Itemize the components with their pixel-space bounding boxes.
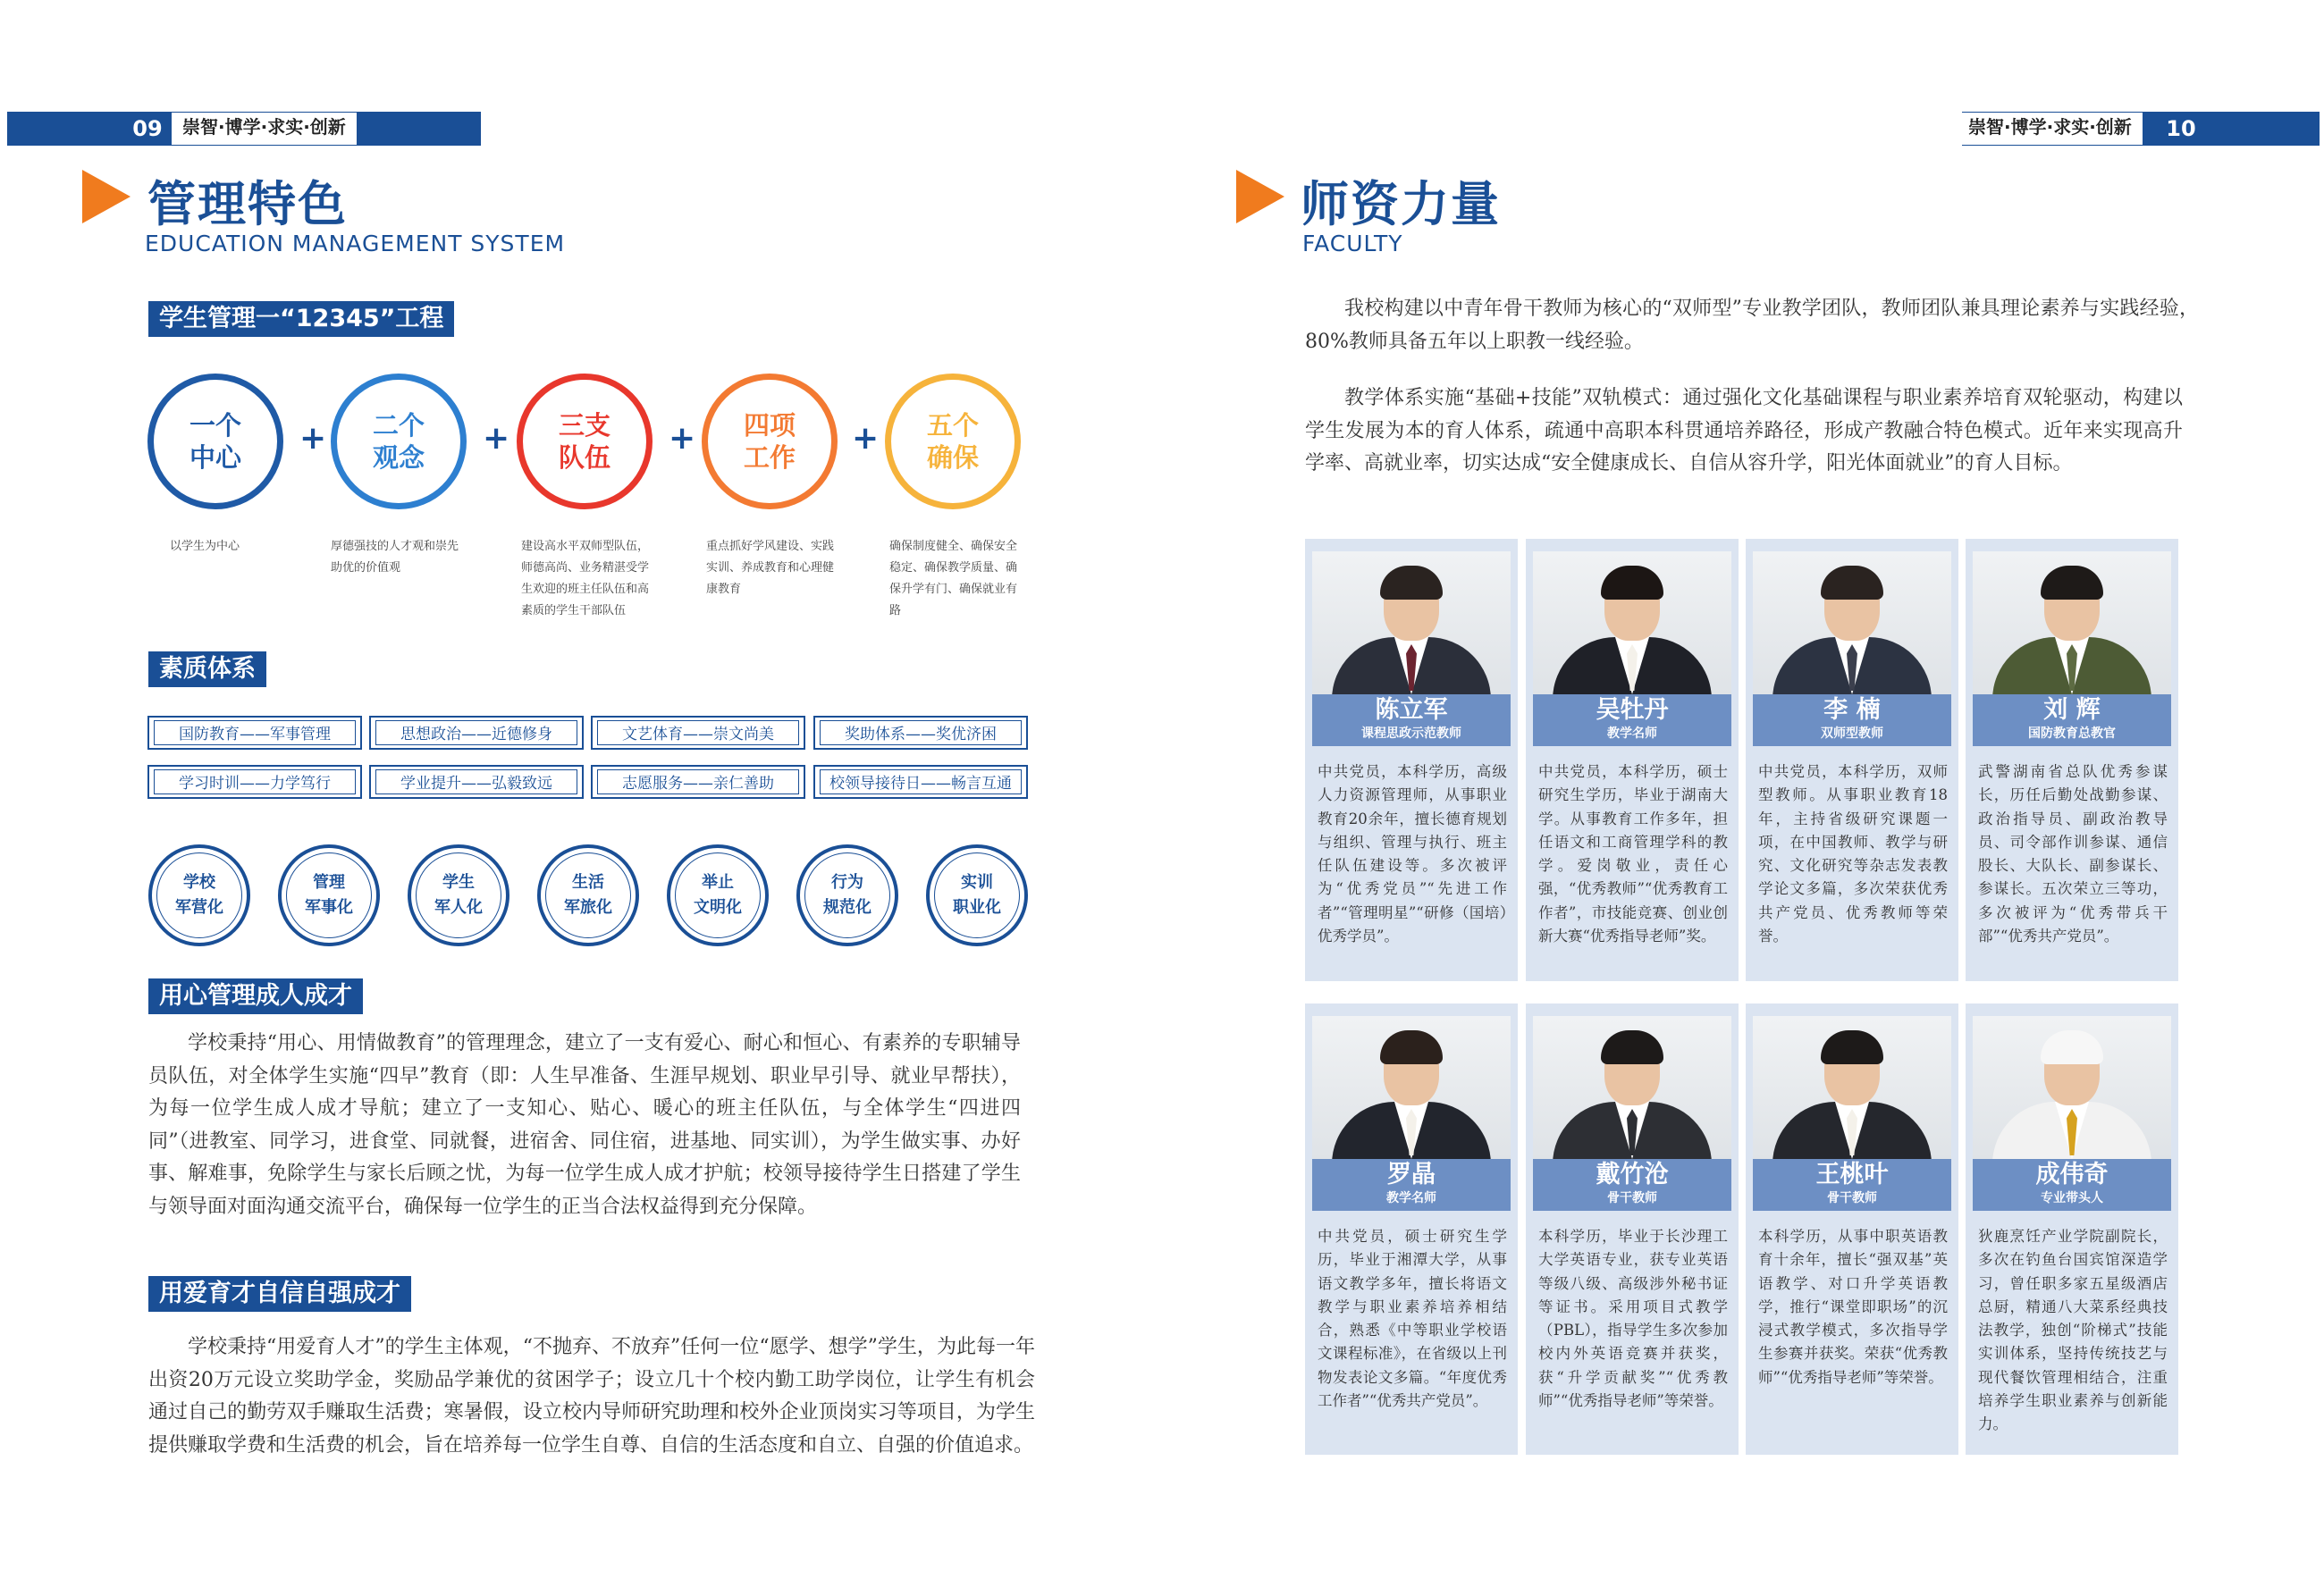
teacher-role: 骨干教师 bbox=[1607, 1191, 1657, 1205]
quality-box-label: 文艺体育——崇文尚美 bbox=[597, 720, 799, 745]
quality-box bbox=[813, 716, 1028, 750]
right-header-motto: 崇智·博学·求实·创新 bbox=[1958, 113, 2143, 145]
quality-circle-4: 生活 军旅化 bbox=[537, 844, 639, 946]
teacher-name-bar bbox=[1312, 694, 1511, 746]
teacher-portrait bbox=[1753, 1016, 1951, 1159]
section-heading-care: 用心管理成人成才 bbox=[148, 978, 363, 1014]
big-circle-desc-1: 以学生为中心 bbox=[170, 540, 240, 553]
teacher-name: 罗晶 bbox=[1387, 1161, 1436, 1188]
portrait-hair bbox=[1601, 566, 1663, 600]
left-title-arrow-icon bbox=[82, 170, 131, 223]
teacher-photo bbox=[1973, 551, 2171, 694]
teacher-name: 李 楠 bbox=[1823, 696, 1881, 724]
quality-circle-7: 实训 职业化 bbox=[926, 844, 1028, 946]
teacher-name-bar bbox=[1973, 1159, 2171, 1211]
quality-box bbox=[369, 716, 584, 750]
teacher-role: 教学名师 bbox=[1607, 726, 1657, 741]
right-page-subtitle: FACULTY bbox=[1302, 231, 1403, 256]
plus-sign: + bbox=[299, 420, 327, 457]
quality-box-label: 国防教育——军事管理 bbox=[154, 720, 356, 745]
teacher-name: 成伟奇 bbox=[2035, 1161, 2109, 1188]
quality-circle-6: 行为 规范化 bbox=[796, 844, 898, 946]
left-page-title: 管理特色 bbox=[147, 176, 348, 232]
section-heading-12345: 学生管理一“12345”工程 bbox=[148, 301, 454, 337]
teacher-photo bbox=[1533, 551, 1731, 694]
teacher-name-bar bbox=[1533, 1159, 1731, 1211]
faculty-intro-2: 教学体系实施“基础+技能”双轨模式：通过强化文化基础课程与职业素养培育双轮驱动，构建以学生发展为本的育人体系，疏通中高职本科贯通培养路径，形成产教融合特色模式。近年来实现高升学率、高就业率，切实达成“安全健康成长、自信从容升学，阳光体面就业”的育人目标。 bbox=[1305, 387, 2183, 474]
section-heading-quality: 素质体系 bbox=[148, 651, 266, 687]
right-page-title: 师资力量 bbox=[1301, 176, 1501, 232]
big-circle-5: 五个 确保 bbox=[885, 374, 1021, 509]
portrait-hair bbox=[1601, 1030, 1663, 1064]
big-circle-2: 二个 观念 bbox=[331, 374, 467, 509]
portrait-hair bbox=[1380, 566, 1443, 600]
teacher-portrait bbox=[1312, 551, 1511, 694]
left-header-motto: 崇智·博学·求实·创新 bbox=[172, 113, 357, 145]
big-circle-desc-4: 重点抓好学风建设、实践实训、养成教育和心理健康教育 bbox=[706, 540, 835, 596]
teacher-bio: 中共党员，本科学历，高级人力资源管理师，从事职业教育20余年，擅长德育规划与组织、管理与执行、班主任队伍建设等。多次被评为“优秀党员”“先进工作者”“管理明星”“研修（国培）优秀学员”。 bbox=[1318, 763, 1507, 945]
big-circle-desc-2: 厚德强技的人才观和崇先助优的价值观 bbox=[331, 540, 459, 575]
teacher-photo bbox=[1312, 1016, 1511, 1159]
quality-box bbox=[591, 765, 805, 799]
teacher-card bbox=[1526, 539, 1739, 981]
teacher-card bbox=[1966, 539, 2178, 981]
teacher-portrait bbox=[1533, 1016, 1731, 1159]
quality-box bbox=[369, 765, 584, 799]
teacher-card bbox=[1305, 1003, 1518, 1455]
teacher-bio: 武警湖南省总队优秀参谋长，历任后勤处战勤参谋、政治指导员、副政治教导员、司令部作训参谋、通信股长、大队长、副参谋长、参谋长。五次荣立三等功，多次被评为“优秀带兵干部”“优秀共产党员”。 bbox=[1978, 763, 2168, 945]
plus-sign: + bbox=[669, 420, 696, 457]
portrait-hair bbox=[2041, 1030, 2103, 1064]
left-page-subtitle: EDUCATION MANAGEMENT SYSTEM bbox=[145, 231, 566, 256]
teacher-photo bbox=[1753, 1016, 1951, 1159]
portrait-hair bbox=[1380, 1030, 1443, 1064]
quality-box-label: 思想政治——近德修身 bbox=[375, 720, 577, 745]
big-circle-1: 一个 中心 bbox=[147, 374, 283, 509]
big-circle-3: 三支 队伍 bbox=[517, 374, 653, 509]
quality-box bbox=[147, 765, 362, 799]
teacher-portrait bbox=[1312, 1016, 1511, 1159]
love-paragraph: 学校秉持“用爱育人才”的学生主体观，“不抛弃、不放弃”任何一位“愿学、想学”学生，为此每一年出资20万元设立奖助学金，奖励品学兼优的贫困学子；设立几十个校内勤工助学岗位，让学生有机会通过自己的勤劳双手赚取生活费；寒暑假，设立校内导师研究助理和校外企业顶岗实习等项目，为学生提供赚取学费和生活费的机会，旨在培养每一位学生自尊、自信的生活态度和自立、自强的价值追求。 bbox=[148, 1336, 1035, 1457]
big-circle-desc-5: 确保制度健全、确保安全稳定、确保教学质量、确保升学有门、确保就业有路 bbox=[889, 540, 1018, 617]
teacher-photo bbox=[1312, 551, 1511, 694]
quality-box-label: 志愿服务——亲仁善助 bbox=[597, 769, 799, 794]
quality-circle-5: 举止 文明化 bbox=[667, 844, 769, 946]
quality-box-label: 学习时训——力学笃行 bbox=[154, 769, 356, 794]
teacher-portrait bbox=[1533, 551, 1731, 694]
teacher-role: 双师型教师 bbox=[1821, 726, 1883, 741]
teacher-bio: 中共党员，本科学历，硕士研究生学历，毕业于湖南大学。从事教育工作多年，担任语文和工商管理学科的教学。爱岗敬业，责任心强，“优秀教师”“优秀教育工作者”，市技能竞赛、创业创新大赛“优秀指导老师”奖。 bbox=[1538, 763, 1728, 945]
teacher-card bbox=[1526, 1003, 1739, 1455]
right-title-arrow-icon bbox=[1236, 170, 1284, 223]
teacher-name-bar bbox=[1753, 1159, 1951, 1211]
teacher-card bbox=[1966, 1003, 2178, 1455]
quality-box bbox=[813, 765, 1028, 799]
teacher-role: 骨干教师 bbox=[1827, 1191, 1877, 1205]
teacher-portrait bbox=[1973, 551, 2171, 694]
quality-box bbox=[591, 716, 805, 750]
teacher-name: 戴竹沧 bbox=[1596, 1161, 1669, 1188]
big-circle-4: 四项 工作 bbox=[702, 374, 838, 509]
teacher-card bbox=[1746, 539, 1958, 981]
teacher-name-bar bbox=[1533, 694, 1731, 746]
teacher-bio: 中共党员，硕士研究生学历，毕业于湘潭大学，从事语文教学多年，擅长将语文教学与职业素养培养相结合，熟悉《中等职业学校语文课程标准》，在省级以上刊物发表论文多篇。“年度优秀工作者”“优秀共产党员”。 bbox=[1318, 1228, 1507, 1410]
teacher-photo bbox=[1973, 1016, 2171, 1159]
teacher-role: 课程思政示范教师 bbox=[1361, 726, 1461, 741]
quality-circle-2: 管理 军事化 bbox=[278, 844, 380, 946]
teacher-bio: 本科学历，毕业于长沙理工大学英语专业，获专业英语等级八级、高级涉外秘书证等证书。采用项目式教学（PBL），指导学生多次参加校内外英语竞赛并获奖，获“升学贡献奖”“优秀教师”“优秀指导老师”等荣誉。 bbox=[1538, 1228, 1728, 1410]
teacher-role: 国防教育总教官 bbox=[2028, 726, 2116, 741]
teacher-bio: 本科学历，从事中职英语教育十余年，擅长“强双基”英语教学、对口升学英语教学，推行“课堂即职场”的沉浸式教学模式，多次指导学生参赛并获奖。荣获“优秀教师”“优秀指导老师”等荣誉。 bbox=[1758, 1228, 1948, 1386]
right-page-number: 10 bbox=[2154, 112, 2208, 146]
quality-box-label: 学业提升——弘毅致远 bbox=[375, 769, 577, 794]
portrait-hair bbox=[1821, 1030, 1883, 1064]
quality-circle-3: 学生 军人化 bbox=[408, 844, 509, 946]
quality-circle-1: 学校 军营化 bbox=[148, 844, 250, 946]
teacher-card bbox=[1305, 539, 1518, 981]
teacher-portrait bbox=[1753, 551, 1951, 694]
teacher-name: 吴牡丹 bbox=[1596, 696, 1669, 724]
teacher-portrait bbox=[1973, 1016, 2171, 1159]
teacher-name-bar bbox=[1973, 694, 2171, 746]
care-paragraph: 学校秉持“用心、用情做教育”的管理理念，建立了一支有爱心、耐心和恒心、有素养的专职辅导员队伍，对全体学生实施“四早”教育（即：人生早准备、生涯早规划、职业早引导、就业早帮扶），为每一位学生成人成才导航；建立了一支知心、贴心、暖心的班主任队伍，与全体学生“四进四同”（进教室、同学习，进食堂、同就餐，进宿舍、同住宿，进基地、同实训），为学生做实事、办好事、解难事，免除学生与家长后顾之忧，为每一位学生成人成才护航；校领导接待学生日搭建了学生与领导面对面沟通交流平台，确保每一位学生的正当合法权益得到充分保障。 bbox=[148, 1032, 1021, 1218]
plus-sign: + bbox=[852, 420, 880, 457]
quality-box-label: 奖助体系——奖优济困 bbox=[820, 720, 1022, 745]
plus-sign: + bbox=[483, 420, 510, 457]
teacher-name-bar bbox=[1753, 694, 1951, 746]
teacher-name-bar bbox=[1312, 1159, 1511, 1211]
teacher-name: 刘 辉 bbox=[2043, 696, 2101, 724]
teacher-name: 王桃叶 bbox=[1815, 1161, 1889, 1188]
portrait-hair bbox=[1821, 566, 1883, 600]
teacher-name: 陈立军 bbox=[1375, 696, 1448, 724]
portrait-hair bbox=[2041, 566, 2103, 600]
teacher-role: 教学名师 bbox=[1386, 1191, 1436, 1205]
teacher-card bbox=[1746, 1003, 1958, 1455]
teacher-role: 专业带头人 bbox=[2041, 1191, 2103, 1205]
quality-box bbox=[147, 716, 362, 750]
left-page-number: 09 bbox=[116, 112, 179, 146]
big-circle-desc-3: 建设高水平双师型队伍，师德高尚、业务精湛受学生欢迎的班主任队伍和高素质的学生干部队伍 bbox=[521, 540, 650, 617]
faculty-intro-1: 我校构建以中青年骨干教师为核心的“双师型”专业教学团队，教师团队兼具理论素养与实践经验，80%教师具备五年以上职教一线经验。 bbox=[1305, 298, 2199, 353]
teacher-bio: 中共党员，本科学历，双师型教师。从事职业教育18年，主持省级研究课题一项，在中国教师、教学与研究、文化研究等杂志发表教学论文多篇，多次荣获优秀共产党员、优秀教师等荣誉。 bbox=[1758, 763, 1948, 945]
quality-box-label: 校领导接待日——畅言互通 bbox=[820, 769, 1022, 794]
section-heading-love: 用爱育才自信自强成才 bbox=[148, 1276, 411, 1312]
teacher-photo bbox=[1533, 1016, 1731, 1159]
teacher-photo bbox=[1753, 551, 1951, 694]
teacher-bio: 狄鹿烹饪产业学院副院长，多次在钓鱼台国宾馆深造学习，曾任职多家五星级酒店总厨，精通八大菜系经典技法教学，独创“阶梯式”技能实训体系，坚持传统技艺与现代餐饮管理相结合，注重培养学生职业素养与创新能力。 bbox=[1978, 1228, 2168, 1433]
